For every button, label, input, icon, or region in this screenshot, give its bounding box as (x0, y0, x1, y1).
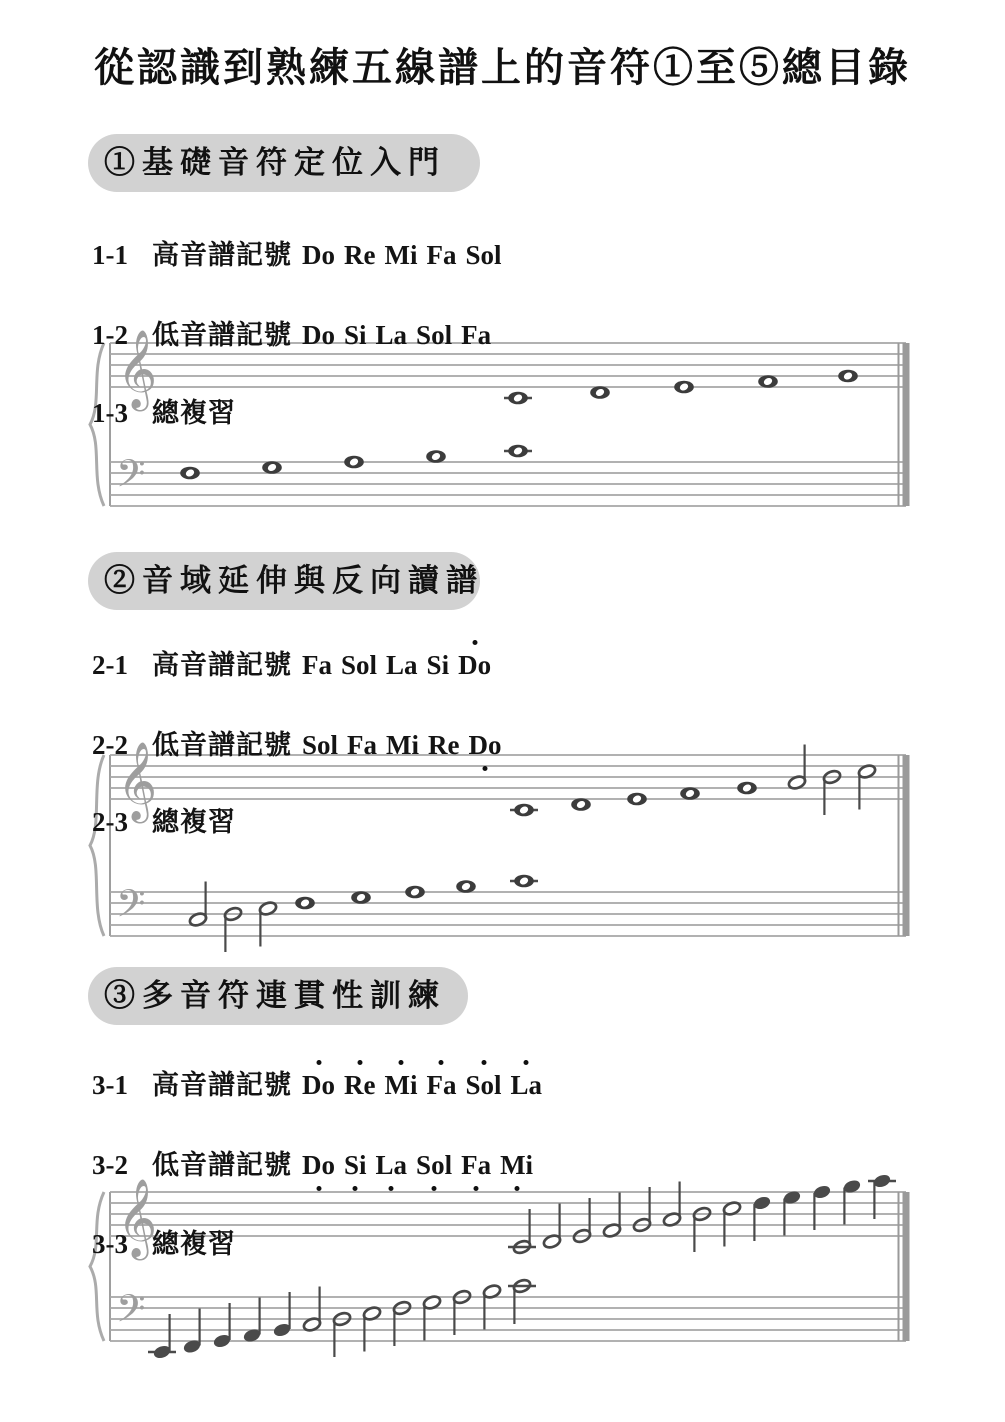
note-b2-quarter (272, 1292, 292, 1338)
note-a3-half (452, 1289, 472, 1335)
section-2-heading: ②音域延伸與反向讀譜 (88, 552, 480, 610)
item-number: 3-1 (92, 1070, 128, 1100)
solfege-syllable: Sol (465, 240, 502, 270)
item-number: 1-2 (92, 320, 128, 350)
solfege-syllable: Do (458, 650, 492, 680)
item-number: 2-3 (92, 807, 128, 837)
grand-staff-system-3 (80, 1154, 925, 1386)
bass-clef-icon: 𝄢 (116, 881, 146, 935)
solfege-syllable: Do (302, 240, 335, 270)
note-g4-whole (737, 782, 757, 795)
item-label: 高音譜記號 (152, 240, 292, 270)
note-a3-whole (344, 456, 364, 469)
note-c5-half (722, 1200, 742, 1246)
item-number: 3-3 (92, 1229, 128, 1259)
item-number: 1-3 (92, 398, 128, 428)
treble-clef-icon: 𝄞 (117, 1178, 158, 1258)
note-f2-quarter (182, 1309, 202, 1355)
note-f5-quarter (812, 1184, 832, 1230)
section-1-heading: ①基礎音符定位入門 (88, 134, 480, 192)
note-e5-quarter (782, 1189, 802, 1235)
note-f4-whole (758, 375, 778, 388)
note-f3-whole (180, 467, 200, 480)
toc-item-1-3 (92, 391, 246, 430)
solfege-syllable: Sol (341, 650, 378, 680)
item-number: 2-1 (92, 650, 128, 680)
note-e3-half (362, 1305, 382, 1351)
solfege-syllable: Re (344, 240, 376, 270)
note-b3-whole (426, 450, 446, 463)
solfege-syllable: Sol (302, 730, 339, 760)
note-g5-quarter (842, 1178, 862, 1224)
toc-item-2-3 (92, 800, 246, 839)
toc-item-2-1 (92, 643, 491, 682)
toc-item-1-2 (92, 313, 491, 352)
note-b3-half (482, 1283, 502, 1329)
solfege-syllable: Fa (461, 320, 492, 350)
note-f3-whole (295, 897, 315, 910)
note-c4-whole (504, 445, 532, 458)
solfege-syllable: Si (426, 650, 450, 680)
note-d3-half (332, 1311, 352, 1357)
note-e4-whole (674, 381, 694, 394)
final-barline-thick (903, 343, 910, 506)
solfege-syllable: Fa (302, 650, 332, 680)
final-barline-thick (903, 755, 910, 936)
note-c3-half (188, 882, 208, 928)
toc-item-3-3 (92, 1222, 246, 1261)
toc-item-3-1 (92, 1063, 542, 1102)
note-c4-half (508, 1209, 536, 1255)
solfege-syllable: Do (302, 1150, 335, 1180)
item-number: 2-2 (92, 730, 128, 760)
solfege-syllable: La (386, 650, 418, 680)
solfege-syllable: Mi (500, 1150, 534, 1180)
note-g3-whole (351, 891, 371, 904)
note-c3-half (302, 1287, 322, 1333)
note-g2-quarter (212, 1303, 232, 1349)
note-e2-quarter (148, 1314, 176, 1360)
note-b4-half (692, 1206, 712, 1252)
item-label: 低音譜記號 (152, 730, 292, 760)
note-d4-whole (590, 386, 610, 399)
solfege-syllable: La (510, 1070, 543, 1100)
solfege-syllable: Re (344, 1070, 376, 1100)
item-label: 總複習 (152, 1229, 236, 1259)
page-title: 從認識到熟練五線譜上的音符①至⑤總目錄 (94, 45, 911, 90)
section-3-heading: ③多音符連貫性訓練 (88, 967, 468, 1025)
note-a3-whole (405, 886, 425, 899)
note-d5-quarter (752, 1195, 772, 1241)
note-f3-half (392, 1300, 412, 1346)
solfege-syllable: Do (302, 320, 335, 350)
solfege-syllable: Sol (416, 1150, 453, 1180)
solfege-syllable: La (375, 320, 408, 350)
toc-item-3-2 (92, 1143, 533, 1182)
solfege-syllable: Sol (465, 1070, 502, 1100)
note-g3-whole (262, 461, 282, 474)
bass-clef-icon: 𝄢 (116, 451, 146, 505)
note-e4-whole (627, 793, 647, 806)
note-e3-half (258, 900, 278, 946)
treble-clef-icon: 𝄞 (117, 329, 158, 409)
note-g4-half (632, 1187, 652, 1233)
note-g3-half (422, 1294, 442, 1340)
final-barline-thick (903, 1192, 910, 1341)
solfege-syllable: Fa (426, 1070, 457, 1100)
system-brace (90, 755, 104, 936)
system-brace (90, 1192, 104, 1341)
note-c4-whole (504, 392, 532, 405)
note-d3-half (223, 906, 243, 952)
solfege-syllable: Mi (384, 240, 418, 270)
solfege-syllable: Fa (347, 730, 378, 760)
toc-item-1-1 (92, 233, 502, 272)
note-d4-half (542, 1204, 562, 1250)
item-label: 高音譜記號 (152, 650, 292, 680)
note-g4-whole (838, 370, 858, 383)
solfege-syllable: La (375, 1150, 408, 1180)
solfege-syllable: Re (428, 730, 460, 760)
solfege-syllable: Do (302, 1070, 335, 1100)
note-a5-quarter (868, 1173, 896, 1219)
item-label: 低音譜記號 (152, 320, 292, 350)
note-a4-half (787, 745, 807, 791)
note-c5-half (857, 763, 877, 809)
item-number: 1-1 (92, 240, 128, 270)
solfege-syllable: Mi (384, 1070, 418, 1100)
note-c4-whole (510, 875, 538, 888)
bass-clef-icon: 𝄢 (116, 1286, 146, 1340)
solfege-syllable: Si (344, 320, 367, 350)
item-label: 總複習 (152, 807, 236, 837)
item-label: 總複習 (152, 398, 236, 428)
item-label: 低音譜記號 (152, 1150, 292, 1180)
solfege-syllable: Do (468, 730, 502, 760)
note-f4-whole (680, 787, 700, 800)
solfege-syllable: Sol (416, 320, 453, 350)
note-b4-half (822, 769, 842, 815)
note-f4-half (602, 1193, 622, 1239)
note-a2-quarter (242, 1298, 262, 1344)
note-e4-half (572, 1198, 592, 1244)
note-b3-whole (456, 880, 476, 893)
treble-clef-icon: 𝄞 (117, 741, 158, 821)
item-label: 高音譜記號 (152, 1070, 292, 1100)
solfege-syllable: Fa (461, 1150, 492, 1180)
note-a4-half (662, 1182, 682, 1228)
toc-item-2-2 (92, 723, 502, 762)
note-c4-whole (510, 804, 538, 817)
note-d4-whole (571, 798, 591, 811)
solfege-syllable: Mi (386, 730, 420, 760)
note-c4-half (508, 1278, 536, 1324)
solfege-syllable: Fa (426, 240, 457, 270)
solfege-syllable: Si (344, 1150, 367, 1180)
item-number: 3-2 (92, 1150, 128, 1180)
